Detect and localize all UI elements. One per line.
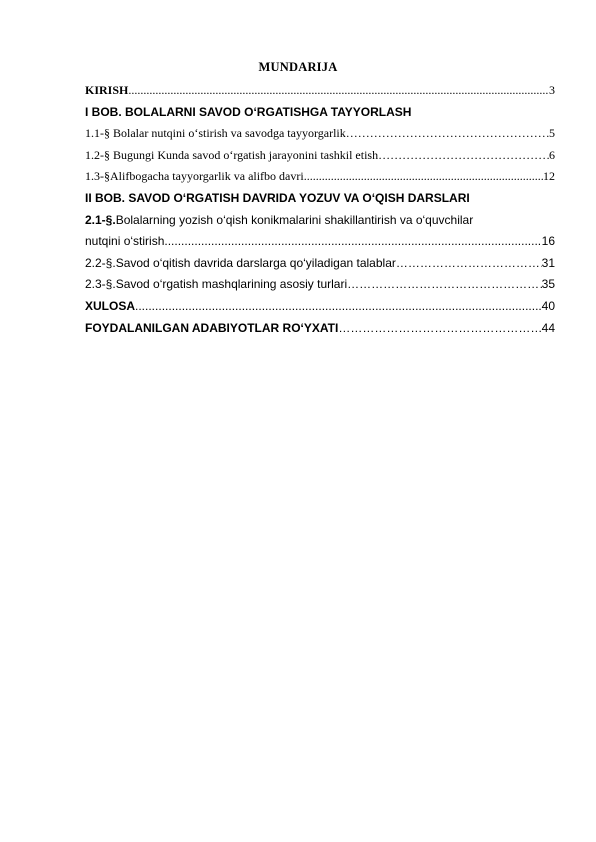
toc-entry-label: 2.3-§.Savod o‘rgatish mashqlarining asosiy turlari: [85, 277, 348, 292]
toc-page-number: 5: [549, 126, 555, 141]
page-title: MUNDARIJA: [258, 60, 338, 74]
toc-chapter-heading-2[interactable]: [85, 188, 555, 210]
toc-page-number: 35: [541, 277, 555, 292]
toc-entry-label: Bolalarning yozish o‘qish konikmalarini shakillantirish va o‘quvchilar: [115, 212, 474, 227]
toc-page-number: 6: [549, 147, 555, 162]
chapter-number: II BOB: [85, 190, 122, 205]
section-number: 1.3-§: [85, 169, 110, 184]
dot-leader: [164, 231, 541, 253]
section-number: 2.2-§.: [85, 255, 116, 270]
table-of-contents: [85, 80, 555, 339]
toc-entry-label: 1.2-§ Bugungi Kunda savod o‘rgatish jarayonini tashkil etish: [85, 147, 379, 162]
toc-entry-label: SAVOD O‘RGATISH DAVRIDA YOZUV VA O‘QISH DARSLARI: [128, 190, 470, 205]
toc-entry-2-2[interactable]: [85, 253, 555, 275]
dot-leader: [338, 318, 541, 340]
dot-leader: [396, 253, 542, 275]
toc-entry-label: 1.3-§Alifbogacha tayyorgarlik va alifbo davri: [85, 169, 304, 184]
toc-entry-kirish[interactable]: [85, 80, 555, 102]
toc-entry-label: nutqini o‘stirish: [85, 234, 165, 249]
toc-entry-2-3[interactable]: [85, 274, 555, 296]
dot-leader: [304, 166, 543, 188]
toc-entry-xulosa[interactable]: [85, 296, 555, 318]
toc-entry-label: XULOSA: [85, 298, 136, 313]
toc-entry-1-2[interactable]: [85, 145, 555, 167]
toc-entry-label: 1.1-§ Bolalar nutqini o‘stirish va savodga tayyorgarlik: [85, 126, 346, 141]
toc-page-number: 3: [549, 83, 555, 97]
dot-leader: [346, 123, 549, 145]
toc-entry-label: I BOB. BOLALARNI SAVOD O‘RGATISHGA TAYYORLASH: [85, 104, 412, 119]
section-number: 1.2-§: [85, 147, 113, 162]
toc-entry-1-1[interactable]: [85, 123, 555, 145]
dot-leader: [135, 296, 542, 318]
dot-leader: [128, 80, 549, 102]
toc-entry-2-1[interactable]: [85, 210, 555, 232]
section-number: 2.1-§.: [85, 212, 116, 227]
toc-entry-label: FOYDALANILGAN ADABIYOTLAR RO‘YXATI: [85, 320, 339, 335]
dot-leader: [347, 274, 542, 296]
toc-entry-1-3[interactable]: [85, 166, 555, 188]
toc-page-number: 16: [541, 234, 555, 249]
dot-leader: [378, 145, 549, 167]
toc-page-number: 40: [541, 298, 555, 313]
chapter-separator: .: [121, 190, 129, 205]
toc-entry-label: 2.2-§.Savod o‘qitish davrida darslarga qo‘yiladigan talablar: [85, 255, 396, 270]
toc-entry-2-1-continued[interactable]: [85, 231, 555, 253]
toc-entry-references[interactable]: [85, 318, 555, 340]
toc-entry-label: KIRISH: [85, 83, 129, 97]
section-number: 2.3-§.: [85, 277, 116, 292]
toc-page-number: 44: [541, 320, 555, 335]
toc-chapter-heading-1[interactable]: [85, 102, 555, 124]
toc-page-number: 31: [541, 255, 555, 270]
toc-page-number: 12: [543, 169, 555, 184]
section-number: 1.1-§: [85, 126, 113, 141]
